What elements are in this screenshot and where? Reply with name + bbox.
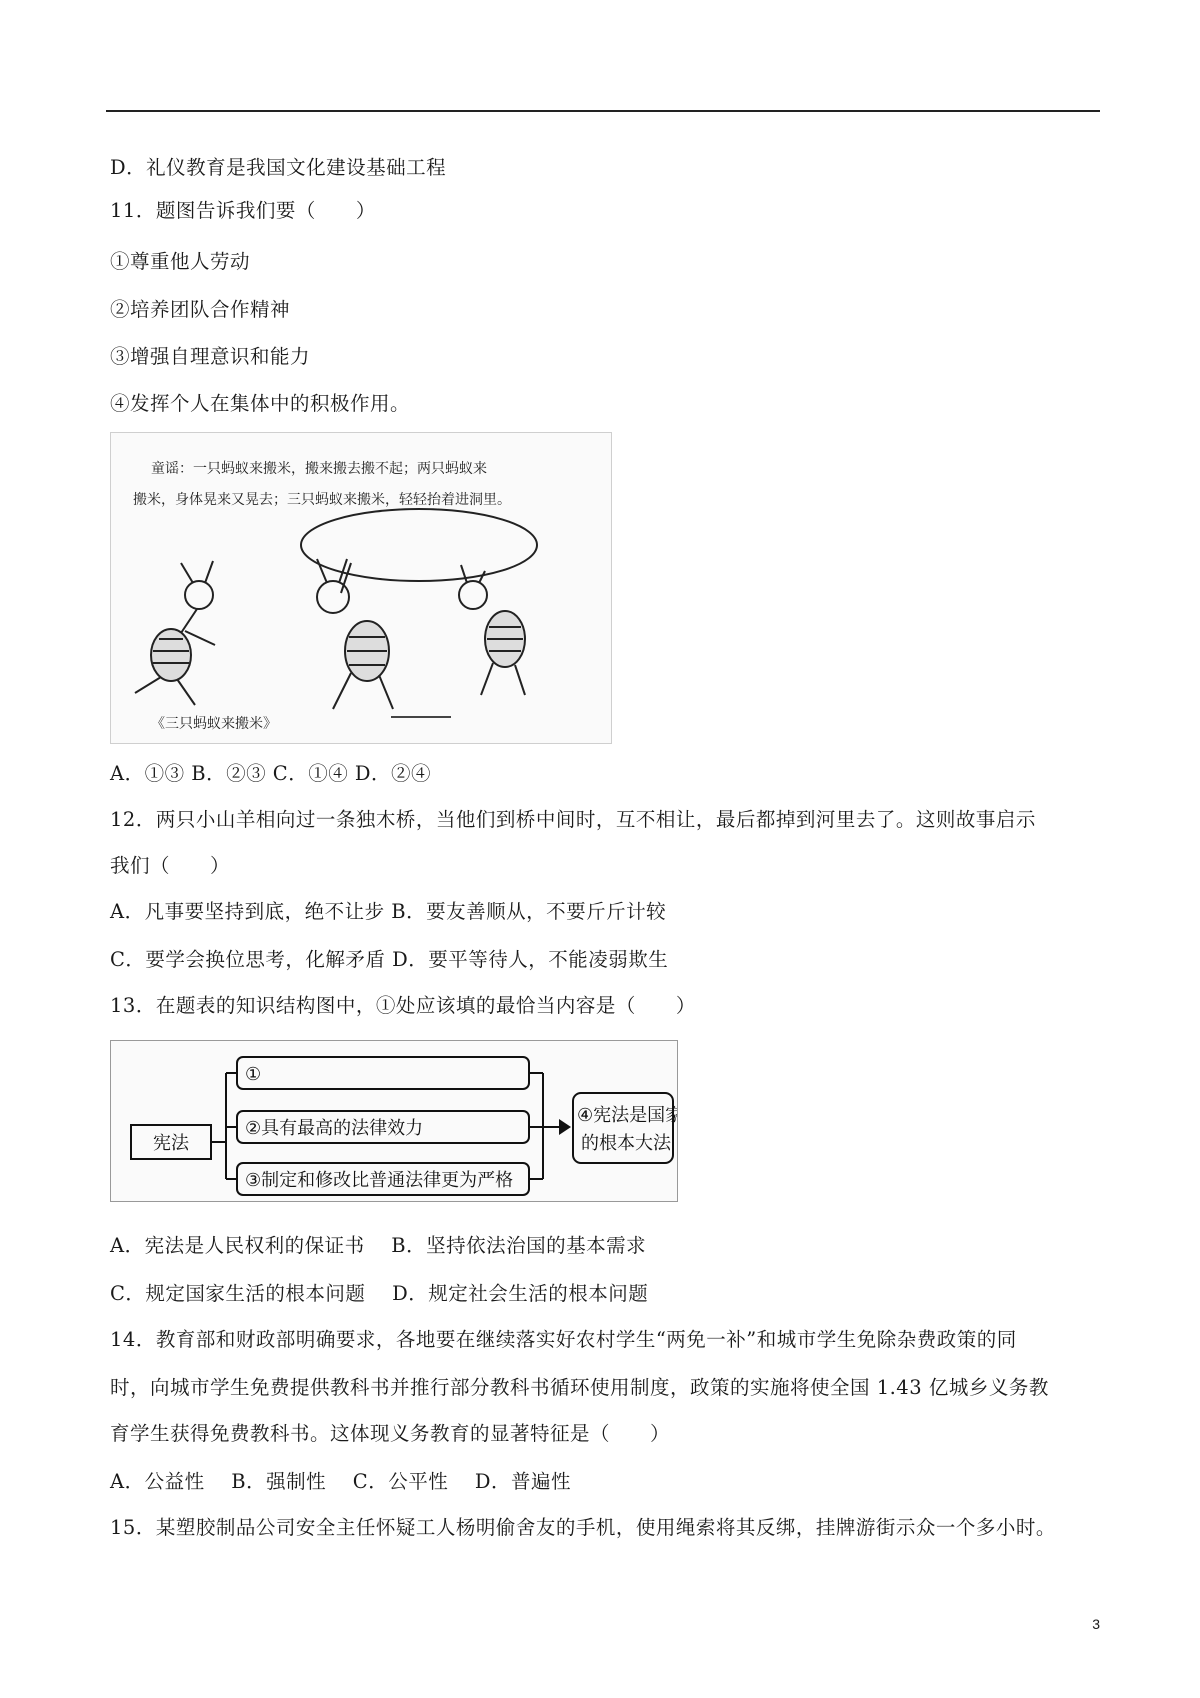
diagram-branch-1: ① <box>245 1064 262 1085</box>
q14-stem-line-2: 时，向城市学生免费提供教科书并推行部分教科书循环使用制度，政策的实施将使全国 1.43 亿城乡义务教 <box>110 1376 1049 1399</box>
q10-option-d: D．礼仪教育是我国文化建设基础工程 <box>110 156 447 179</box>
q11-stem: 11．题图告诉我们要（ ） <box>110 199 376 222</box>
ant-cartoon-figure <box>110 432 612 744</box>
q12-stem-line-1: 12．两只小山羊相向过一条独木桥，当他们到桥中间时，互不相让，最后都掉到河里去了。这则故事启示 <box>110 808 1036 831</box>
header-rule <box>106 110 1100 112</box>
branch-box-1 <box>237 1057 529 1089</box>
figure-caption-line-2: 搬米，身体晃来又晃去；三只蚂蚁来搬米，轻轻抬着进洞里。 <box>133 492 511 508</box>
q11-item-4: ④发挥个人在集体中的积极作用。 <box>110 392 411 415</box>
diagram-branch-2: ②具有最高的法律效力 <box>245 1118 424 1139</box>
constitution-structure-diagram <box>110 1040 678 1202</box>
q14-options: A．公益性 B．强制性 C．公平性 D．普遍性 <box>110 1470 572 1493</box>
q13-options-line-2: C．规定国家生活的根本问题 D．规定社会生活的根本问题 <box>110 1282 649 1305</box>
figure-title: 《三只蚂蚁来搬米》 <box>151 716 277 732</box>
q12-stem-line-2: 我们（ ） <box>110 854 231 877</box>
ant-cartoon-illustration <box>111 433 611 743</box>
page-number: 3 <box>1092 1616 1100 1632</box>
q12-options-line-1: A．凡事要坚持到底，绝不让步 B．要友善顺从，不要斤斤计较 <box>110 900 667 923</box>
diagram-result-line-2: 的根本大法 <box>581 1133 671 1154</box>
diagram-branch-3: ③制定和修改比普通法律更为严格 <box>245 1170 514 1191</box>
q15-stem-line-1: 15．某塑胶制品公司安全主任怀疑工人杨明偷舍友的手机，使用绳索将其反绑，挂牌游街示众一个多小时。 <box>110 1516 1056 1539</box>
q11-options: A．①③ B．②③ C．①④ D．②④ <box>110 762 432 785</box>
q11-item-2: ②培养团队合作精神 <box>110 298 291 321</box>
q14-stem-line-1: 14．教育部和财政部明确要求，各地要在继续落实好农村学生“两免一补”和城市学生免除杂费政策的同 <box>110 1328 1017 1351</box>
q13-stem: 13．在题表的知识结构图中，①处应该填的最恰当内容是（ ） <box>110 994 696 1017</box>
q11-item-3: ③增强自理意识和能力 <box>110 345 311 368</box>
q13-options-line-1: A．宪法是人民权利的保证书 B．坚持依法治国的基本需求 <box>110 1234 647 1257</box>
diagram-result-line-1: ④宪法是国家 <box>577 1105 677 1126</box>
q12-options-line-2: C．要学会换位思考，化解矛盾 D．要平等待人，不能凌弱欺生 <box>110 948 669 971</box>
q14-stem-line-3: 育学生获得免费教科书。这体现义务教育的显著特征是（ ） <box>110 1422 671 1445</box>
diagram-root: 宪法 <box>153 1133 189 1154</box>
structure-diagram-graphic <box>111 1041 677 1201</box>
arrow-head <box>559 1119 571 1135</box>
q11-item-1: ①尊重他人劳动 <box>110 250 251 273</box>
figure-caption-line-1: 童谣：一只蚂蚁来搬米，搬来搬去搬不起；两只蚂蚁来 <box>151 461 487 477</box>
